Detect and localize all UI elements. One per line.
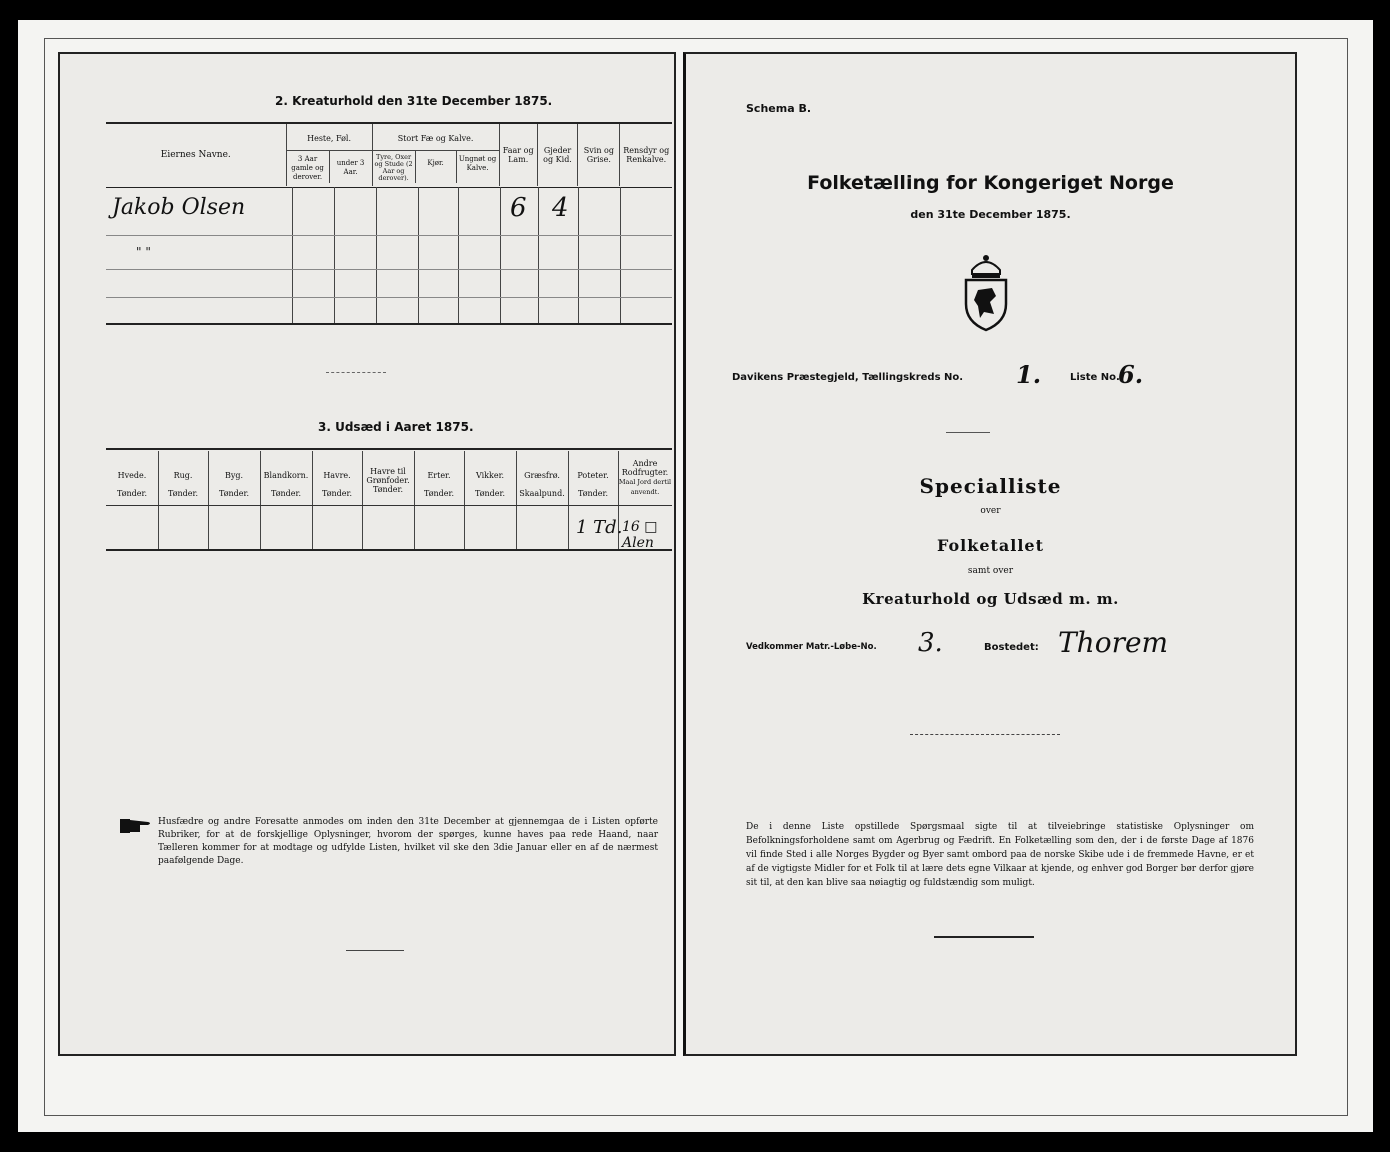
- seed-h-rye: Rug. Tønder.: [167, 471, 199, 498]
- section2-title: 2. Kreaturhold den 31te December 1875.: [275, 94, 553, 108]
- pointing-hand-icon: [118, 816, 154, 836]
- matr-label: Vedkommer Matr.-Løbe-No.: [746, 642, 877, 652]
- coat-of-arms-icon: [956, 252, 1016, 332]
- header-cattle-bulls: Tyre, Oxer og Stude (2 Aar og derover).: [373, 151, 416, 183]
- row1-owner: Jakob Olsen: [112, 195, 246, 220]
- seed-h-mixed: Blandkorn. Tønder.: [263, 471, 309, 498]
- seed-h-green-oats: Havre til Grønfoder. Tønder.: [366, 467, 410, 494]
- header-horses-young: under 3 Aar.: [336, 158, 365, 176]
- matr-number: 3.: [918, 628, 943, 658]
- list-label: Liste No.: [1070, 372, 1120, 383]
- header-cattle-young: Ungnøt og Kalve.: [458, 154, 497, 172]
- section3-title: 3. Udsæd i Aaret 1875.: [318, 420, 474, 434]
- header-horses: Heste, Føl.: [287, 128, 372, 151]
- livestock-title: Kreaturhold og Udsæd m. m.: [862, 590, 1119, 608]
- header-sheep: Faar og Lam.: [502, 146, 534, 164]
- census-date: den 31te December 1875.: [910, 208, 1071, 221]
- seed-potatoes-value: 1 Td.: [576, 517, 623, 538]
- seed-roots-value: 16 □ Alen: [622, 519, 658, 551]
- right-page: [683, 52, 1297, 1056]
- header-cattle: Stort Fæ og Kalve.: [373, 128, 499, 151]
- header-cattle-cows: Kjør.: [416, 151, 457, 183]
- left-page: [58, 52, 676, 1056]
- census-title: Folketælling for Kongeriget Norge: [807, 172, 1174, 194]
- householder-notice: Husfædre og andre Foresatte anmodes om inden den 31te December at gjennemgaa de i Listen opførte Rubriker, for at de forskjellige Oplysninger, hvorom der spørges, kunne haves paa rede Haand, naar Tælleren kommer for at modtage og udfylde Listen, hvilket vil ske den 3die Januar eller en af de nærmest paafølgende Dage.: [158, 817, 658, 866]
- seed-table: [106, 451, 672, 549]
- livestock-table-header: [106, 124, 672, 186]
- district-number: 1.: [1016, 360, 1042, 389]
- schema-label: Schema B.: [746, 102, 812, 115]
- folketallet-title: Folketallet: [937, 536, 1044, 555]
- bosted-value: Thorem: [1058, 626, 1169, 659]
- header-goats: Gjeder og Kid.: [543, 146, 572, 164]
- row1-sheep: 6: [510, 193, 527, 223]
- header-horses-old: 3 Aar gamle og derover.: [287, 151, 330, 183]
- seed-h-wheat: Hvede. Tønder.: [116, 471, 148, 498]
- seed-h-barley: Byg. Tønder.: [218, 471, 250, 498]
- seed-h-peas: Erter. Tønder.: [423, 471, 455, 498]
- seed-h-grass: Græsfrø. Skaalpund.: [519, 471, 565, 498]
- parish-label: Davikens Præstegjeld, Tællingskreds No.: [732, 372, 964, 383]
- seed-h-vetch: Vikker. Tønder.: [474, 471, 506, 498]
- row1-goats: 4: [552, 193, 569, 223]
- row2-owner: " ": [136, 245, 151, 259]
- list-number: 6.: [1118, 360, 1144, 389]
- header-owner: Eiernes Navne.: [160, 149, 231, 160]
- seed-h-oats: Havre. Tønder.: [321, 471, 353, 498]
- livestock-table-body: [106, 187, 672, 323]
- bosted-label: Bostedet:: [984, 642, 1039, 653]
- header-pigs: Svin og Grise.: [583, 146, 614, 164]
- seed-h-roots: Andre Rodfrugter. Maal Jord dertil anvendt.: [618, 459, 672, 496]
- special-list-title: Specialliste: [919, 474, 1062, 498]
- over-text-1: over: [980, 506, 1001, 516]
- samt-over-text: samt over: [967, 566, 1014, 576]
- census-explanation: De i denne Liste opstillede Spørgsmaal sigte til at tilveiebringe statistiske Oplysninger om Befolkningsforholdene samt om Agerbrug og Fædrift. En Folketælling som den, der i de første Dage af 1876 vil finde Sted i alle Norges Bygder og Byer samt ombord paa de norske Skibe ude i de fremmede Havne, er et af de vigtigste Midler for et Folk til at lære dets egne Vilkaar at kjende, og enhver god Borger bør derfor gjøre sit til, at den kan blive saa nøiagtig og fuldstændig som muligt.: [746, 822, 1254, 888]
- header-reindeer: Rensdyr og Renkalve.: [623, 146, 670, 164]
- seed-h-potatoes: Poteter. Tønder.: [577, 471, 609, 498]
